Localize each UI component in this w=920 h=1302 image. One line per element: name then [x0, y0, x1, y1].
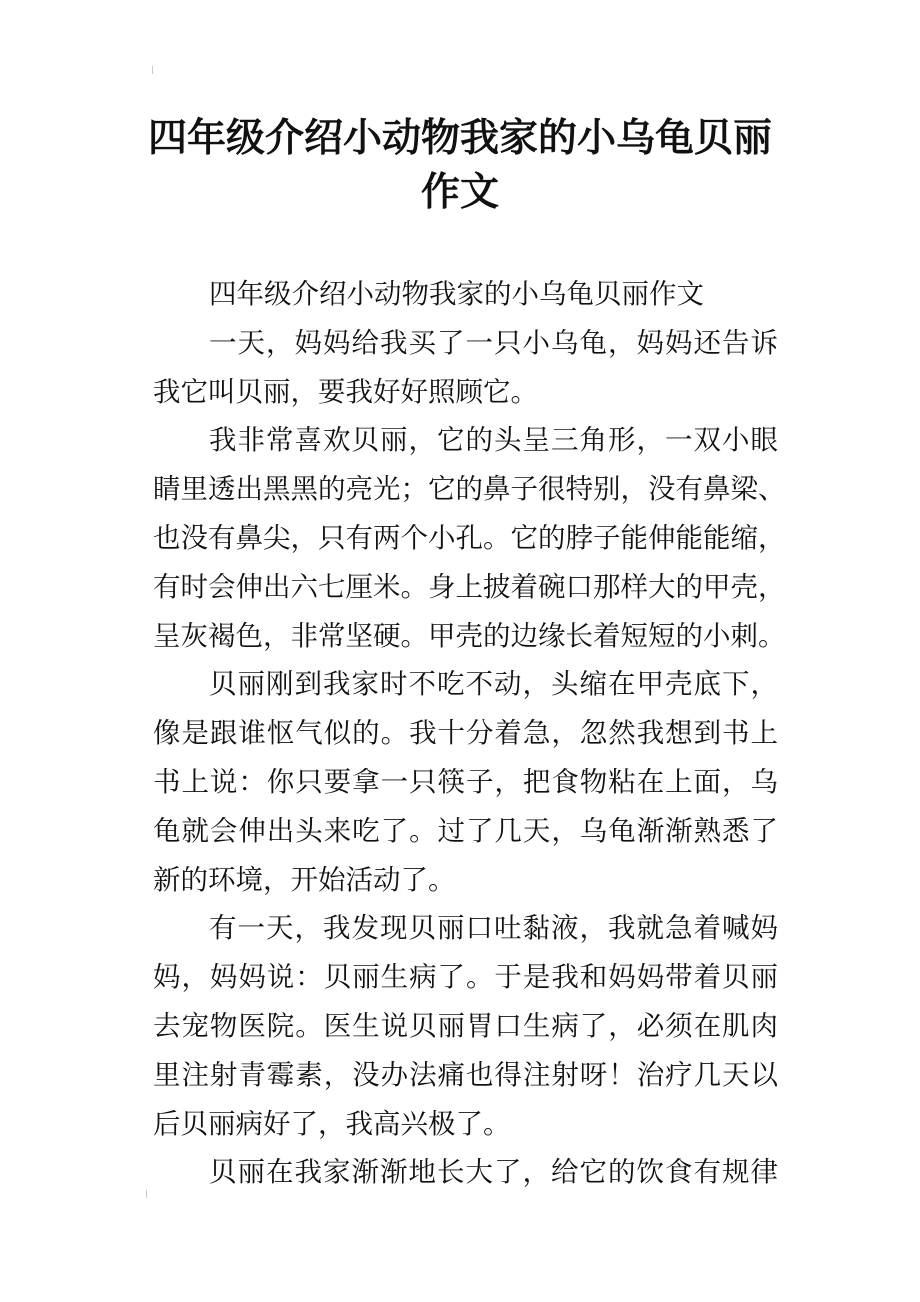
body-line: 贝丽刚到我家时不吃不动，头缩在甲壳底下，: [209, 668, 778, 701]
body-line: 我非常喜欢贝丽，它的头呈三角形，一双小眼: [209, 424, 778, 457]
body-line: 后贝丽病好了，我高兴极了。: [153, 1107, 511, 1140]
corner-mark-bottom: [146, 1190, 151, 1198]
title-line-1: 四年级介绍小动物我家的小乌龟贝丽: [147, 116, 772, 161]
title-line-2: 作文: [420, 170, 499, 215]
body-line: 睛里透出黑黑的亮光；它的鼻子很特别，没有鼻梁、: [153, 473, 786, 506]
body-line: 龟就会伸出头来吃了。过了几天，乌龟渐渐熟悉了: [153, 814, 778, 847]
body-line: 呈灰褐色，非常坚硬。甲壳的边缘长着短短的小刺。: [153, 619, 786, 652]
body-line: 书上说：你只要拿一只筷子，把食物粘在上面，乌: [153, 765, 778, 798]
essay-body: [153, 270, 786, 1197]
body-line: 有一天，我发现贝丽口吐黏液，我就急着喊妈: [209, 912, 778, 945]
document-title: [100, 112, 820, 220]
corner-mark-top: [152, 66, 157, 74]
body-line: 新的环境，开始活动了。: [153, 863, 456, 896]
body-line: 里注射青霉素，没办法痛也得注射呀！治疗几天以: [153, 1058, 778, 1091]
body-line: 也没有鼻尖，只有两个小孔。它的脖子能伸能能缩，: [153, 521, 786, 554]
body-line: 像是跟谁怄气似的。我十分着急，忽然我想到书上: [153, 717, 778, 750]
body-line: 我它叫贝丽，要我好好照顾它。: [153, 375, 538, 408]
body-line: 一天，妈妈给我买了一只小乌龟，妈妈还告诉: [209, 326, 778, 359]
body-line: 贝丽在我家渐渐地长大了，给它的饮食有规律: [209, 1156, 778, 1189]
body-line: 去宠物医院。医生说贝丽胃口生病了，必须在肌肉: [153, 1009, 778, 1042]
body-line-subtitle: 四年级介绍小动物我家的小乌龟贝丽作文: [209, 278, 704, 310]
body-line: 妈，妈妈说：贝丽生病了。于是我和妈妈带着贝丽: [153, 961, 778, 994]
body-line: 有时会伸出六七厘米。身上披着碗口那样大的甲壳，: [153, 570, 786, 603]
